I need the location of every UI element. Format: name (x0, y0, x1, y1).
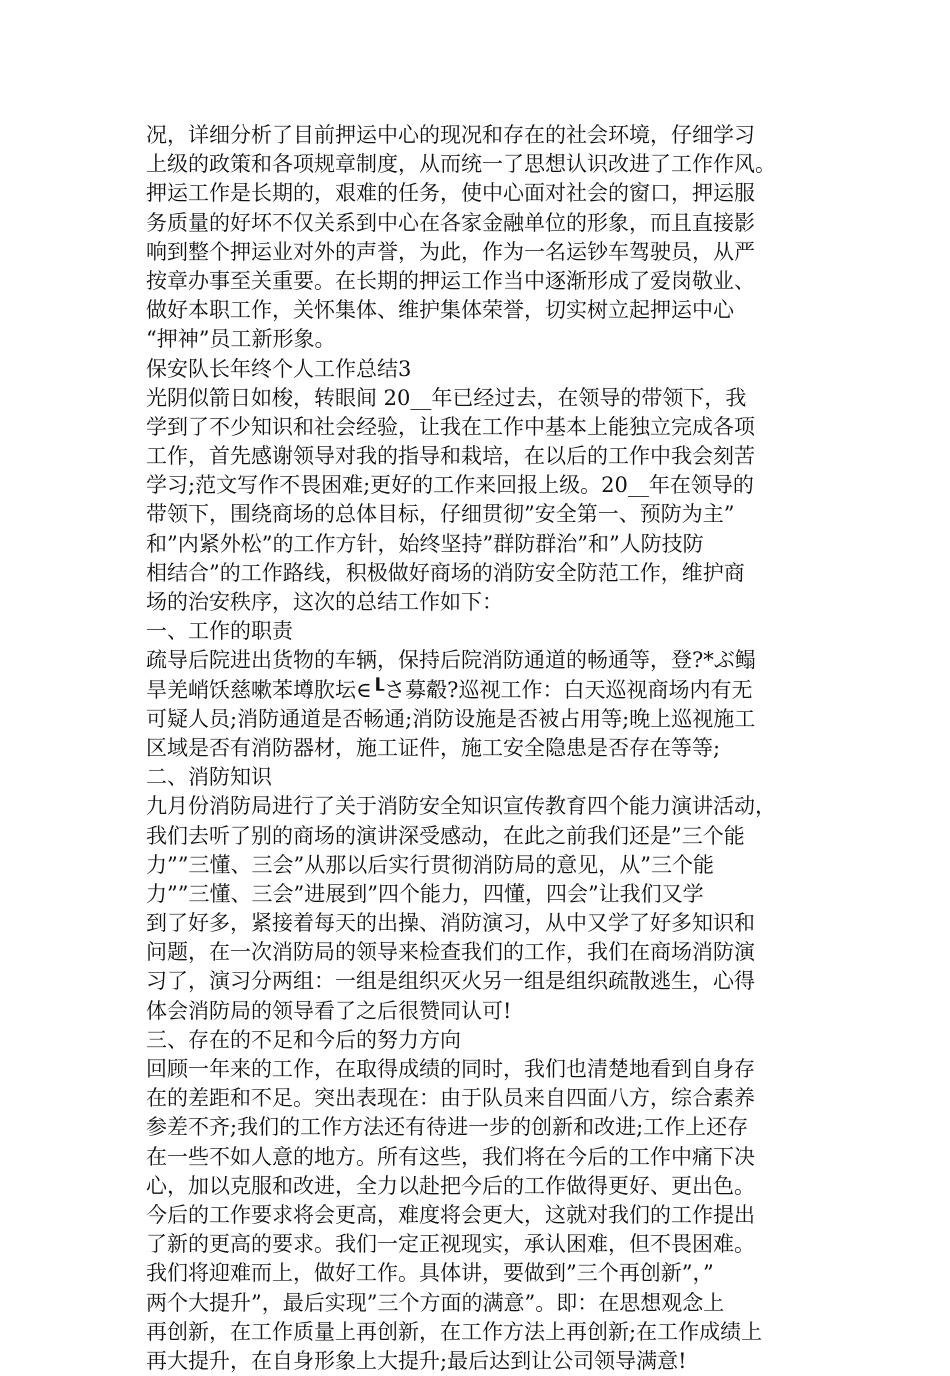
text-line: 我们将迎难而上，做好工作。具体讲，要做到”三个再创新”，” (146, 1261, 714, 1286)
text-line: 两个大提升”，最后实现”三个方面的满意”。即：在思想观念上 (146, 1290, 725, 1315)
text-line: 学到了不少知识和社会经验，让我在工作中基本上能独立完成各项 (146, 414, 755, 439)
text-line: 问题，在一次消防局的领导来检查我们的工作，我们在商场消防演 (146, 940, 755, 965)
text-line: 旱羌峭饫慈嗽苯壿肷坛∈┖さ募觳?巡视工作：白天巡视商场内有无 (146, 677, 753, 702)
text-line: 力””三懂、三会”进展到”四个能力，四懂，四会”让我们又学 (146, 881, 704, 906)
text-line: 可疑人员;消防通道是否畅通;消防设施是否被占用等;晚上巡视施工 (146, 706, 756, 731)
text-line: 了新的更高的要求。我们一定正视现实，承认困难，但不畏困难。 (146, 1232, 755, 1257)
text-line: 带领下，围绕商场的总体目标，仔细贯彻”安全第一、预防为主” (146, 502, 735, 527)
section-heading: 保安队长年终个人工作总结3 (146, 356, 412, 381)
text-line: 习了，演习分两组：一组是组织灭火另一组是组织疏散逃生，心得 (146, 969, 755, 994)
text-line: 疏导后院进出货物的车辆，保持后院消防通道的畅通等，登?*ぶ鳎 (146, 648, 756, 673)
document-body (146, 121, 826, 1376)
text-line: 到了好多，紧接着每天的出操、消防演习，从中又学了好多知识和 (146, 911, 755, 936)
text-line: 况，详细分析了目前押运中心的现况和存在的社会环境，仔细学习 (146, 123, 755, 147)
text-line: 光阴似箭日如梭，转眼间 20__年已经过去，在领导的带领下，我 (146, 385, 747, 410)
text-line: 力””三懂、三会”从那以后实行贯彻消防局的意见，从”三个能 (146, 852, 714, 877)
text-line: 区域是否有消防器材，施工证件，施工安全隐患是否存在等等; (146, 735, 721, 760)
text-line: 按章办事至关重要。在长期的押运工作当中逐渐形成了爱岗敬业、 (146, 268, 755, 293)
text-line: 我们去听了别的商场的演讲深受感动，在此之前我们还是”三个能 (146, 823, 745, 848)
text-line: 做好本职工作，关怀集体、维护集体荣誉，切实树立起押运中心 (146, 298, 734, 323)
text-line: 再创新，在工作质量上再创新，在工作方法上再创新;在工作成绩上 (146, 1319, 763, 1344)
text-line: 再大提升，在自身形象上大提升;最后达到让公司领导满意! (146, 1348, 687, 1373)
text-line: 相结合”的工作路线，积极做好商场的消防安全防范工作，维护商 (146, 560, 745, 585)
text-line: 今后的工作要求将会更高，难度将会更大，这就对我们的工作提出 (146, 1202, 755, 1227)
text-line: 上级的政策和各项规章制度，从而统一了思想认识改进了工作作风。 (146, 152, 776, 177)
section-heading: 二、消防知识 (146, 765, 272, 790)
text-line: 押运工作是长期的，艰难的任务，使中心面对社会的窗口，押运服 (146, 181, 755, 206)
text-line: 工作，首先感谢领导对我的指导和栽培，在以后的工作中我会刻苦 (146, 444, 755, 469)
text-line: 务质量的好坏不仅关系到中心在各家金融单位的形象，而且直接影 (146, 210, 755, 235)
text-line: 九月份消防局进行了关于消防安全知识宣传教育四个能力演讲活动， (146, 794, 776, 819)
text-line: “押神”员工新形象。 (146, 327, 336, 352)
section-heading: 一、工作的职责 (146, 619, 293, 644)
text-line: 响到整个押运业对外的声誉，为此，作为一名运钞车驾驶员，从严 (146, 239, 755, 264)
text-line: 场的治安秩序，这次的总结工作如下： (146, 590, 503, 614)
text-line: 回顾一年来的工作，在取得成绩的同时，我们也清楚地看到自身存 (146, 1057, 755, 1081)
section-heading: 三、存在的不足和今后的努力方向 (146, 1027, 461, 1052)
text-line: 心，加以克服和改进，全力以赴把今后的工作做得更好、更出色。 (146, 1173, 755, 1198)
text-line: 体会消防局的领导看了之后很赞同认可! (146, 998, 512, 1023)
text-line: 在的差距和不足。突出表现在：由于队员来自四面八方，综合素养 (146, 1086, 755, 1111)
text-line: 学习;范文写作不畏困难;更好的工作来回报上级。20__年在领导的 (146, 473, 754, 498)
text-line: 和”内紧外松”的工作方针，始终坚持”群防群治”和”人防技防 (146, 531, 704, 556)
text-line: 在一些不如人意的地方。所有这些，我们将在今后的工作中痛下决 (146, 1144, 755, 1169)
text-line: 参差不齐;我们的工作方法还有待进一步的创新和改进;工作上还存 (146, 1115, 749, 1140)
